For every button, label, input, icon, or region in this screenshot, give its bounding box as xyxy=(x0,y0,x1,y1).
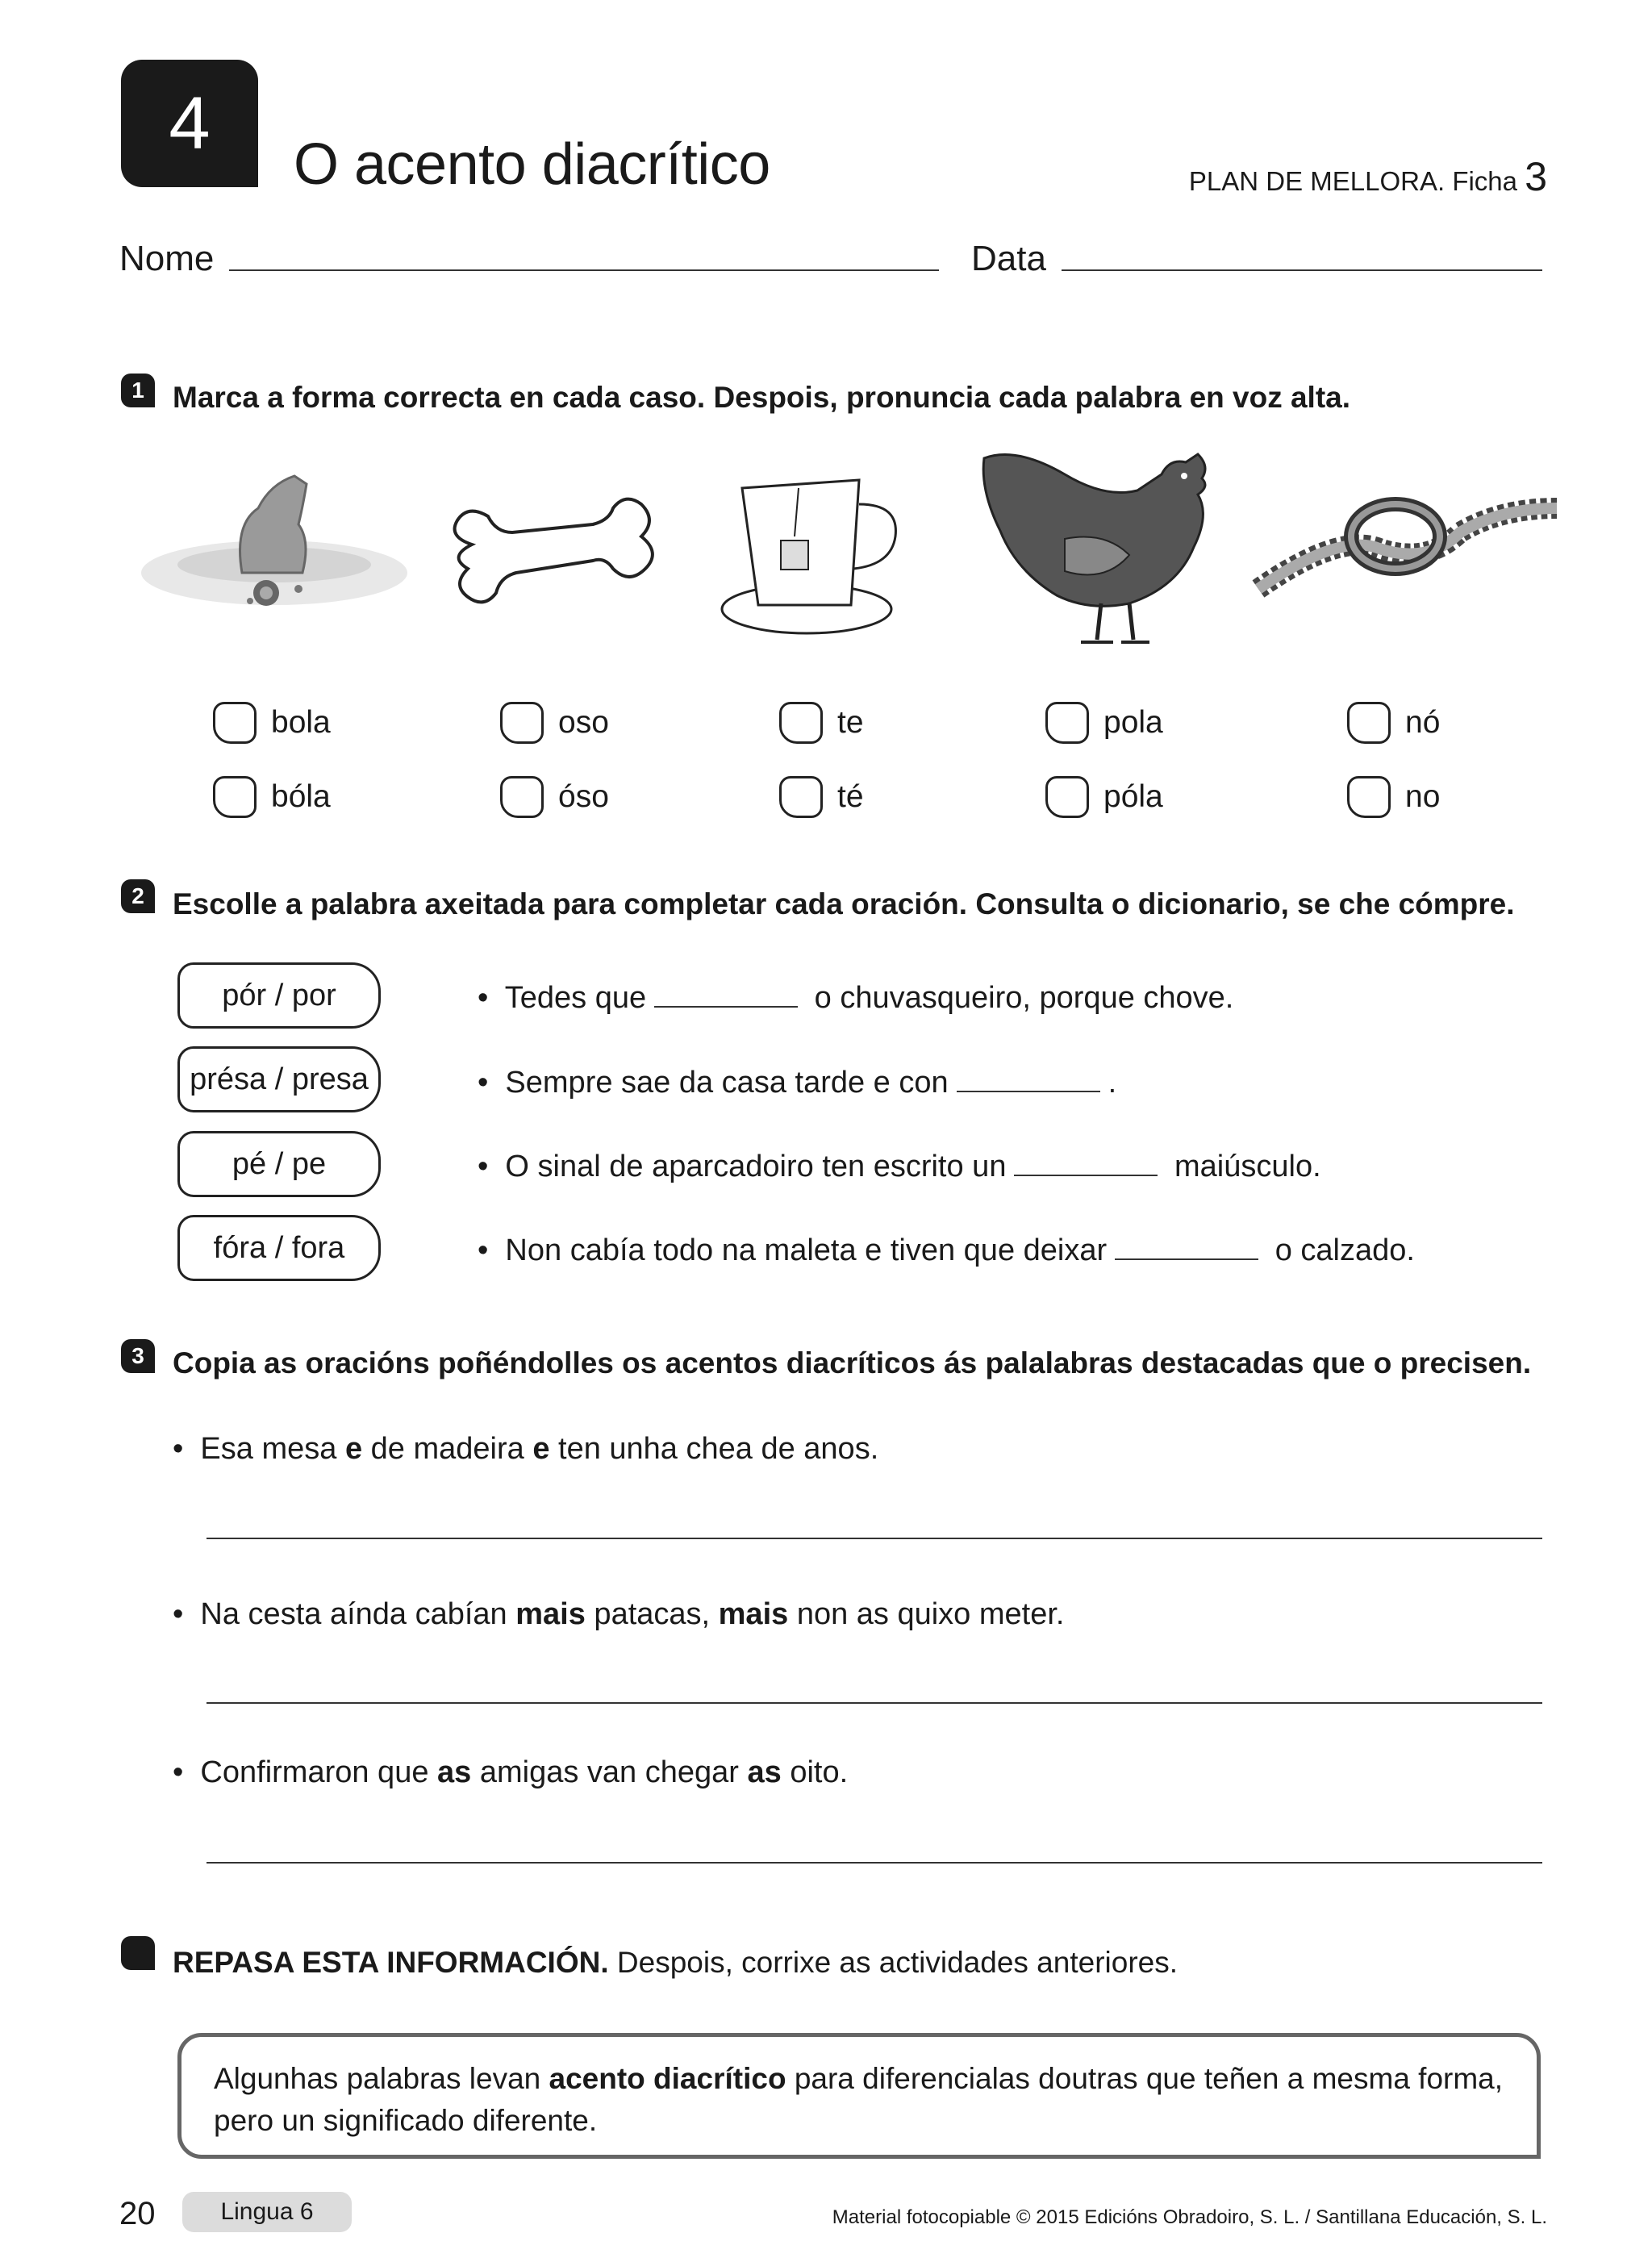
checkbox[interactable] xyxy=(213,702,257,744)
checkbox[interactable] xyxy=(500,702,544,744)
review-instruction: REPASA ESTA INFORMACIÓN. Despois, corrixe as actividades anteriores. xyxy=(173,1946,1178,1979)
checkbox[interactable] xyxy=(1045,776,1089,818)
ficha-number: 3 xyxy=(1525,154,1547,199)
checkbox[interactable] xyxy=(1045,702,1089,744)
option-no-accent[interactable]: nó xyxy=(1347,702,1440,744)
name-field-line[interactable] xyxy=(229,269,939,271)
book-tag: Lingua 6 xyxy=(182,2192,352,2232)
sentence-1: • Tedes que o chuvasqueiro, porque chove. xyxy=(478,981,1234,1015)
blank-field[interactable] xyxy=(654,980,798,1008)
page-title: O acento diacrítico xyxy=(294,132,770,197)
blank-field[interactable] xyxy=(1014,1149,1158,1176)
copy-sentence-3: • Confirmaron que as amigas van chegar as oito. xyxy=(173,1755,849,1789)
word-pair-presa: présa / presa xyxy=(177,1046,381,1112)
option-bola-accent[interactable]: bóla xyxy=(213,776,331,818)
date-field-line[interactable] xyxy=(1062,269,1542,271)
tea-cup-picture xyxy=(718,464,912,641)
page-number: 20 xyxy=(119,2196,156,2231)
copy-sentence-1: • Esa mesa e de madeira e ten unha chea de anos. xyxy=(173,1432,879,1466)
word-pair-fora: fóra / fora xyxy=(177,1215,381,1281)
answer-line-1[interactable] xyxy=(206,1538,1542,1539)
option-te[interactable]: te xyxy=(779,702,864,744)
exercise2-instruction: Escolle a palabra axeitada para completar cada oración. Consulta o dicionario, se che cómpre. xyxy=(173,887,1515,920)
exercise-number-2: 2 xyxy=(121,879,155,913)
option-pola[interactable]: pola xyxy=(1045,702,1163,744)
sentence-4: • Non cabía todo na maleta e tiven que deixar o calzado. xyxy=(478,1233,1415,1267)
word-pair-por: pór / por xyxy=(177,962,381,1029)
checkbox[interactable] xyxy=(1347,776,1391,818)
info-box: Algunhas palabras levan acento diacrítico para diferencialas doutras que teñen a mesma forma, pero un significado diferente. xyxy=(177,2033,1541,2159)
option-no[interactable]: no xyxy=(1347,776,1440,818)
exercise-number-1: 1 xyxy=(121,374,155,407)
option-oso[interactable]: oso xyxy=(500,702,609,744)
checkbox[interactable] xyxy=(213,776,257,818)
exercise3-instruction: Copia as oracións poñéndolles os acentos diacríticos ás palalabras destacadas que o precisen. xyxy=(173,1346,1532,1379)
review-marker xyxy=(121,1936,155,1970)
blank-field[interactable] xyxy=(957,1065,1100,1092)
option-te-accent[interactable]: té xyxy=(779,776,864,818)
checkbox[interactable] xyxy=(779,702,823,744)
answer-line-3[interactable] xyxy=(206,1862,1542,1864)
option-pola-accent[interactable]: póla xyxy=(1045,776,1163,818)
plan-label xyxy=(1189,153,1547,200)
word-pair-pe: pé / pe xyxy=(177,1131,381,1197)
copy-sentence-2: • Na cesta aínda cabían mais patacas, mais non as quixo meter. xyxy=(173,1597,1065,1631)
checkbox[interactable] xyxy=(500,776,544,818)
hen-picture xyxy=(968,442,1218,652)
sentence-3: • O sinal de aparcadoiro ten escrito un maiúsculo. xyxy=(478,1150,1321,1183)
unit-number-badge xyxy=(121,60,258,187)
option-oso-accent[interactable]: óso xyxy=(500,776,609,818)
answer-line-2[interactable] xyxy=(206,1702,1542,1704)
exercise1-instruction: Marca a forma correcta en cada caso. Despois, pronuncia cada palabra en voz alta. xyxy=(173,381,1351,414)
blank-field[interactable] xyxy=(1115,1233,1258,1260)
checkbox[interactable] xyxy=(1347,702,1391,744)
exercise-number-3: 3 xyxy=(121,1339,155,1373)
option-bola[interactable]: bola xyxy=(213,702,331,744)
plan-text: PLAN DE MELLORA. Ficha xyxy=(1188,166,1518,196)
name-label: Nome xyxy=(119,239,215,278)
bone-picture xyxy=(440,488,665,617)
unit-number: 4 xyxy=(169,81,211,165)
sentence-2: • Sempre sae da casa tarde e con . xyxy=(478,1066,1117,1100)
knot-rope-picture xyxy=(1242,476,1565,629)
copyright: Material fotocopiable © 2015 Edicións Obradoiro, S. L. / Santillana Educación, S. L. xyxy=(832,2206,1547,2228)
dog-digging-picture xyxy=(137,452,411,645)
checkbox[interactable] xyxy=(779,776,823,818)
date-label: Data xyxy=(971,239,1046,278)
